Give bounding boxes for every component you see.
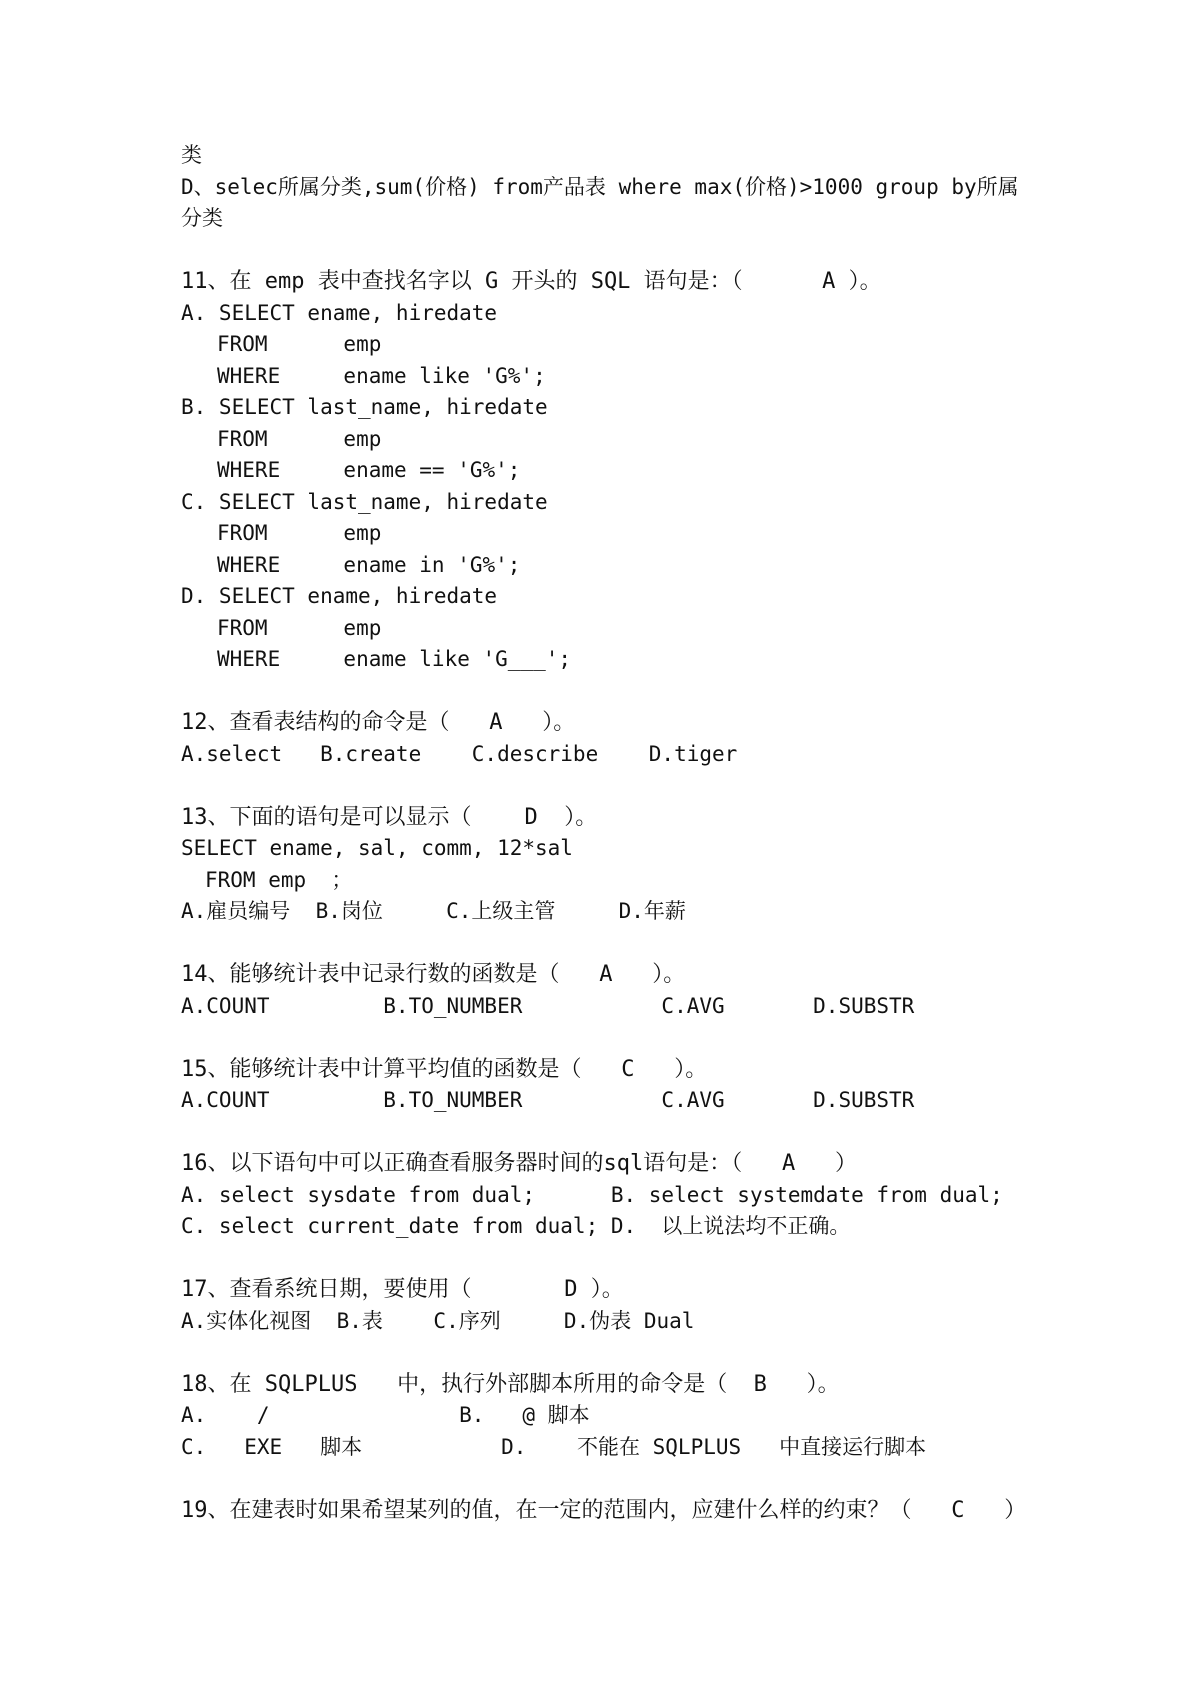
question-11-option-d-line1: D. SELECT ename, hiredate [181,584,498,608]
question-11-option-c-line1: C. SELECT last_name, hiredate [181,489,548,514]
spacer [181,928,1061,960]
spacer [181,1463,1061,1495]
spacer [181,770,1061,802]
question-11-title: 11、在 emp 表中查找名字以 G 开头的 SQL 语句是：（ A ）。 [181,269,882,294]
question-11-option-b-line1: B. SELECT last_name, hiredate [181,395,548,419]
question-19-title: 19、在建表时如果希望某列的值，在一定的范围内，应建什么样的约束？（ C ） [181,1497,1027,1523]
question-13-sql-line2: FROM emp ； [205,867,353,892]
spacer [181,1117,1061,1149]
question-11-option-b-line2: FROM emp [217,426,382,451]
question-18-options-line1: A. / B. @ 脚本 [181,1403,590,1427]
question-16-options-line2: C. select current_date from dual; D. 以上说法均不正确。 [181,1214,851,1238]
question-13-sql-line1: SELECT ename, sal, comm, 12*sal [181,836,573,860]
exam-page [181,140,1061,1526]
spacer [181,235,1061,267]
q10-tail-line2: D、selec所属分类,sum(价格) from产品表 where max(价格)>1000 group by所属 [181,174,1019,199]
question-11-option-a-line3: WHERE ename like 'G%'; [217,363,546,388]
spacer [181,676,1061,708]
question-13-title: 13、下面的语句是可以显示（ D ）。 [181,804,598,830]
question-11-option-a-line1: A. SELECT ename, hiredate [181,300,498,325]
q10-tail-line1: 类 [181,143,202,167]
question-11-option-d-line2: FROM emp [217,615,382,640]
question-16-options-line1: A. select sysdate from dual; B. select systemdate from dual; [181,1182,1003,1207]
question-11-option-c-line3: WHERE ename in 'G%'; [217,552,521,577]
question-15-title: 15、能够统计表中计算平均值的函数是（ C ）。 [181,1056,708,1082]
question-11-option-c-line2: FROM emp [217,521,382,545]
question-15-options: A.COUNT B.TO_NUMBER C.AVG D.SUBSTR [181,1088,915,1112]
question-12-options: A.select B.create C.describe D.tiger [181,741,738,766]
question-11-option-b-line3: WHERE ename == 'G%'; [217,458,521,482]
q10-tail-line3: 分类 [181,206,223,230]
question-13-options: A.雇员编号 B.岗位 C.上级主管 D.年薪 [181,899,686,923]
question-14-title: 14、能够统计表中记录行数的函数是（ A ）。 [181,962,686,987]
spacer [181,1243,1061,1275]
question-11-option-d-line3: WHERE ename like 'G___'; [217,647,572,671]
spacer [181,1022,1061,1054]
question-18-title: 18、在 SQLPLUS 中，执行外部脚本所用的命令是（ B ）。 [181,1371,840,1397]
spacer [181,1337,1061,1369]
question-18-options-line2: C. EXE 脚本 D. 不能在 SQLPLUS 中直接运行脚本 [181,1434,927,1459]
question-14-options: A.COUNT B.TO_NUMBER C.AVG D.SUBSTR [181,993,915,1018]
question-17-title: 17、查看系统日期，要使用（ D ）。 [181,1277,624,1302]
question-12-title: 12、查看表结构的命令是（ A ）。 [181,710,576,735]
question-17-options: A.实体化视图 B.表 C.序列 D.伪表 Dual [181,1308,695,1333]
question-16-title: 16、以下语句中可以正确查看服务器时间的sql语句是：（ A ） [181,1151,857,1176]
question-11-option-a-line2: FROM emp [217,332,382,356]
